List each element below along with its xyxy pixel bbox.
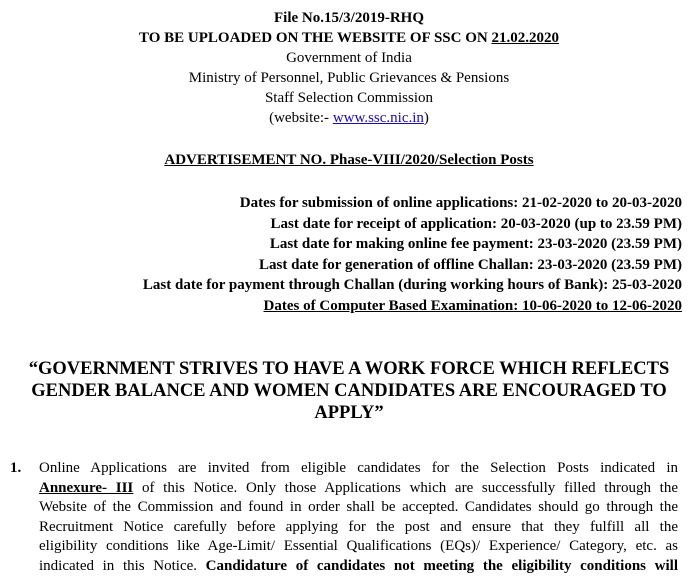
commission-line: Staff Selection Commission — [264, 90, 434, 106]
paragraph-line: indicated in this Notice. Candidature of candidates not meeting the eligibility conditions will — [39, 557, 678, 574]
advertisement-number: ADVERTISEMENT NO. Phase-VIII/2020/Selection Posts — [164, 152, 534, 168]
annexure-reference: Annexure- III — [39, 479, 134, 496]
paragraph-line: eligibility conditions like Age-Limit/ Essential Qualifications (EQs)/ Experience/ Category, etc. as — [39, 538, 678, 555]
date-online-fee: Last date for making online fee payment: 23-03-2020 (23.59 PM) — [269, 236, 682, 252]
upload-notice: TO BE UPLOADED ON THE WEBSITE OF SSC ON 21.02.2020 — [139, 30, 559, 46]
slogan-line: APPLY” — [314, 403, 384, 423]
document-header — [0, 8, 698, 128]
gender-balance-slogan — [14, 358, 684, 424]
paragraph-number: 1. — [10, 460, 22, 476]
paragraph-line: Recruitment Notice carefully before applying for the post and ensure that they fulfill all the — [39, 518, 678, 535]
government-line: Government of India — [286, 50, 412, 66]
website-line: (website:- www.ssc.nic.in) — [269, 110, 429, 126]
date-receipt-application: Last date for receipt of application: 20-03-2020 (up to 23.59 PM) — [270, 215, 682, 232]
important-dates — [143, 193, 682, 316]
file-number: File No.15/3/2019-RHQ — [274, 10, 424, 26]
paragraph-line: Annexure- III of this Notice. Only those Applications which are successfully filled through the — [39, 479, 678, 496]
slogan-line: GENDER BALANCE AND WOMEN CANDIDATES ARE ENCOURAGED TO — [31, 381, 667, 401]
ministry-line: Ministry of Personnel, Public Grievances & Pensions — [188, 70, 510, 86]
paragraph-1 — [10, 459, 678, 577]
date-online-submission: Dates for submission of online applications: 21-02-2020 to 20-03-2020 — [239, 195, 682, 211]
paragraph-line: Website of the Commission and found in order shall be accepted. Candidates should go through the — [39, 499, 678, 516]
eligibility-warning: Candidature of candidates not meeting the eligibility conditions will — [205, 557, 678, 574]
paragraph-body — [39, 459, 678, 577]
slogan-line: “GOVERNMENT STRIVES TO HAVE A WORK FORCE WHICH REFLECTS — [28, 359, 670, 379]
paragraph-line: Online Applications are invited from eligible candidates for the Selection Posts indicated in — [39, 460, 678, 476]
date-challan-payment: Last date for payment through Challan (during working hours of Bank): 25-03-2020 — [142, 277, 682, 293]
upload-date: 21.02.2020 — [491, 30, 559, 46]
date-offline-challan: Last date for generation of offline Challan: 23-03-2020 (23.59 PM) — [258, 256, 682, 273]
date-cbe: Dates of Computer Based Examination: 10-06-2020 to 12-06-2020 — [263, 297, 682, 314]
website-link[interactable]: www.ssc.nic.in — [332, 110, 424, 126]
